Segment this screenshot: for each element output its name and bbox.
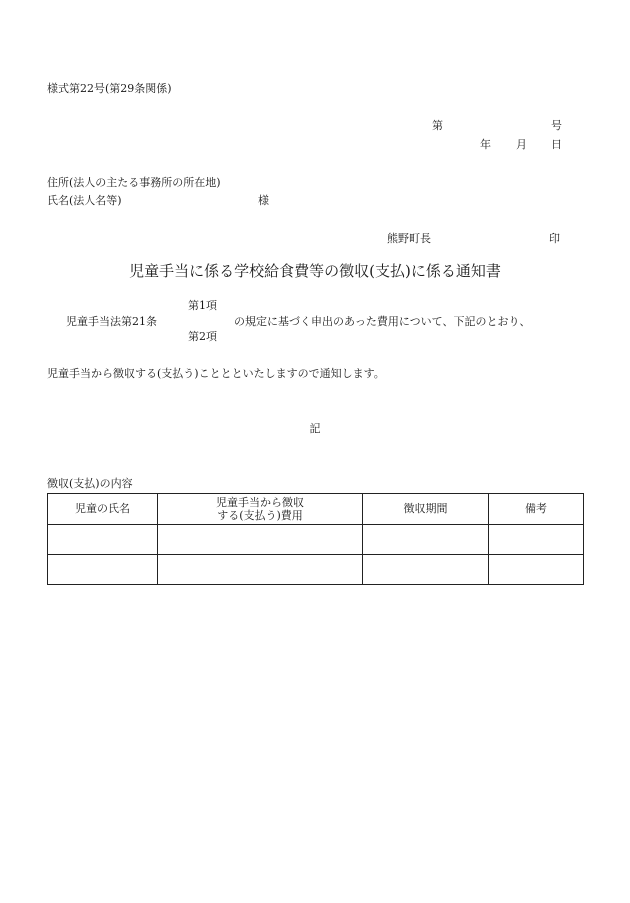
header-child-name: 児童の氏名 [48,494,158,525]
table-row [48,525,584,555]
clause-2: 第2項 [188,330,217,343]
sender-name: 熊野町長 [387,232,431,245]
document-number-suffix: 号 [551,119,562,132]
recipient-name-label: 氏名(法人名等) [47,194,122,207]
ki-heading: 記 [309,422,321,435]
cell-cost[interactable] [158,525,363,555]
recipient-address-label: 住所(法人の主たる事務所の所在地) [47,176,221,189]
document-title: 児童手当に係る学校給食費等の徴収(支払)に係る通知書 [129,262,501,280]
date-year: 年 [480,138,491,151]
cell-remarks[interactable] [489,555,584,585]
content-table [47,493,584,585]
clause-1: 第1項 [188,299,217,312]
cell-cost[interactable] [158,555,363,585]
date-month: 月 [516,138,527,151]
cell-period[interactable] [363,525,489,555]
cell-child-name[interactable] [48,525,158,555]
recipient-honorific: 様 [258,194,269,207]
cell-period[interactable] [363,555,489,585]
document-number-prefix: 第 [432,119,443,132]
header-remarks: 備考 [489,494,584,525]
header-cost [158,494,363,525]
date-day: 日 [551,138,562,151]
seal-mark: 印 [549,232,560,245]
law-reference: 児童手当法第21条 [66,315,157,328]
header-period: 徴収期間 [363,494,489,525]
cell-remarks[interactable] [489,525,584,555]
body-line-2: 児童手当から徴収する(支払う)こととといたしますので通知します。 [47,367,385,380]
body-line-1: の規定に基づく申出のあった費用について、下記のとおり、 [234,315,531,328]
cell-child-name[interactable] [48,555,158,585]
table-row [48,555,584,585]
table-header-row [48,494,584,525]
table-caption: 徴収(支払)の内容 [47,477,133,490]
header-cost-text: 児童手当から徴収する(支払う)費用 [216,495,304,522]
form-number: 様式第22号(第29条関係) [47,82,172,95]
